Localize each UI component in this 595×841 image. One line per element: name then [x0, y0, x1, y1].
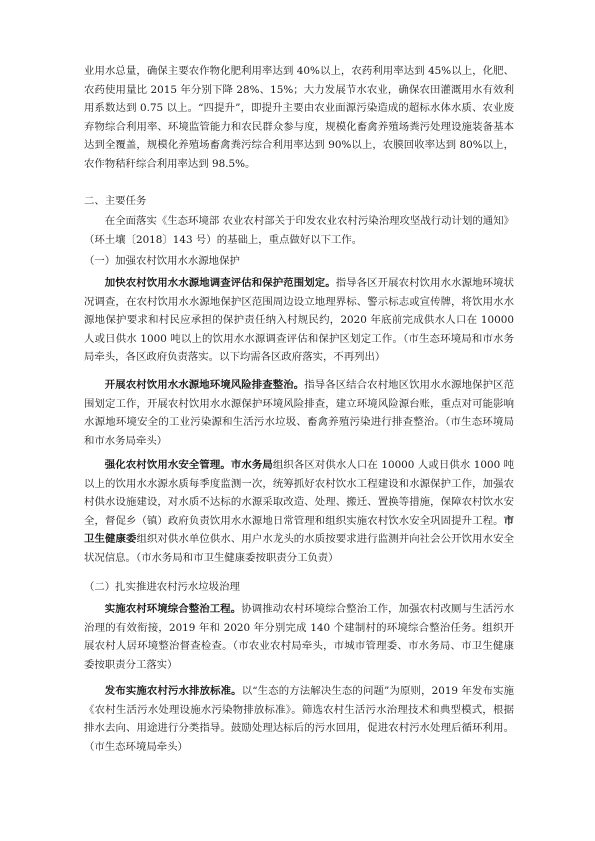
safety-body: 组织各区对供水人口在 10000 人或日供水 1000 吨以上的饮用水水源水质每季度监测一次，统筹抓好农村饮水工程建设和水源保护工作，加强农村供水设施建设，对水质不达标的水源采取改造、处理、搬迁、置换等措施，保障农村饮水安全，督促乡（镇）政府负责饮用水水源地日常管理和组织实施农村饮水安全巩固提升工程。 — [84, 459, 515, 527]
paragraph-standard — [84, 682, 514, 756]
safety-water-bureau: 市水务局 — [230, 459, 273, 471]
environment-body: 协调推动农村环境综合整治工作，加强农村改厕与生活污水治理的有效衔接，2019 年和 2020 年分别完成 140 个建制村的环境综合整治任务。组织开展农村人居环境整治督查检查。（市农业农村局牵头，市城市管理委、市水务局、市卫生健康委按职责分工落实） — [84, 603, 514, 671]
standard-body: 以“生态的方法解决生态的问题”为原则，2019 年发布实施《农村生活污水处理设施水污染物排放标准》。筛选农村生活污水治理技术和典型模式，根据排水去向、用途进行分类指导。鼓励处理达标后的污水回用，促进农村污水处理后循环利用。（市生态环境局牵头） — [84, 685, 514, 753]
subsection-heading-water-source — [84, 252, 514, 271]
survey-lead: 加快农村饮用水水源地调查评估和保护范围划定。 — [104, 277, 336, 289]
paragraph-safety — [84, 456, 514, 568]
paragraph-targets — [84, 62, 514, 174]
paragraph-intro-text: 在全面落实《生态环境部 农业农村部关于印发农业农村污染治理攻坚战行动计划的通知》（环土壤〔2018〕143 号）的基础上，重点做好以下工作。 — [84, 215, 514, 246]
heading-water-source: （一）加强农村饮用水水源地保护 — [84, 255, 240, 267]
standard-lead: 发布实施农村污水排放标准。 — [104, 685, 242, 697]
environment-lead: 实施农村环境综合整治工程。 — [104, 603, 242, 615]
heading-sewage: （二）扎实推进农村污水垃圾治理 — [84, 581, 240, 593]
paragraph-targets-text: 业用水总量，确保主要农作物化肥利用率达到 40%以上，农药利用率达到 45%以上，化肥、农药使用量比 2015 年分别下降 28%、15%；大力发展节水农业，确保农田灌溉用水有效利用系数达到 0.75 以上。“四提升”，即提升主要由农业面源污染造成的超标水体水质、农业废弃物综合利用率、环境监管能力和农民群众参与度，规模化畜禽养殖场粪污处理设施装备基本达到全覆盖，规模化养殖场畜禽粪污综合利用率达到 90%以上，农膜回收率达到 80%以上，农作物秸秆综合利用率达到 98.5%。 — [84, 65, 514, 170]
paragraph-intro — [84, 212, 514, 249]
safety-health-commission: 市卫生健康委 — [84, 514, 514, 546]
safety-lead: 强化农村饮用水安全管理。 — [104, 459, 231, 471]
heading-main-tasks: 二、主要任务 — [84, 195, 147, 207]
survey-body: 指导各区开展农村饮用水水源地环境状况调查，在农村饮用水水源地保护区范围周边设立地理界标、警示标志或宣传牌，将饮用水水源地保护要求和村民应承担的保护责任纳入村规民约，2020 年底前完成供水人口在 10000 人或日供水 1000 吨以上的饮用水水源调查评估和保护区划定工作。（市生态环境局和市水务局牵头，各区政府负责落实。以下均需各区政府落实，不再列出） — [84, 277, 514, 364]
risk-lead: 开展农村饮用水水源地环境风险排查整治。 — [104, 379, 305, 391]
paragraph-survey — [84, 274, 514, 367]
section-heading-main-tasks — [84, 192, 514, 211]
risk-body: 指导各区结合农村地区饮用水水源地保护区范围划定工作，开展农村饮用水水源保护环境风险排查，建立环境风险源台账，重点对可能影响水源地环境安全的工业污染源和生活污水垃圾、畜禽养殖污染进行排查整治。（市生态环境局和市水务局牵头） — [84, 379, 514, 447]
safety-body-rest: 组织对供水单位供水、用户水龙头的水质按要求进行监测并向社会公开饮用水安全状况信息。（市水务局和市卫生健康委按职责分工负责） — [84, 533, 514, 564]
paragraph-risk — [84, 376, 514, 450]
paragraph-environment — [84, 600, 514, 674]
subsection-heading-sewage — [84, 578, 514, 597]
